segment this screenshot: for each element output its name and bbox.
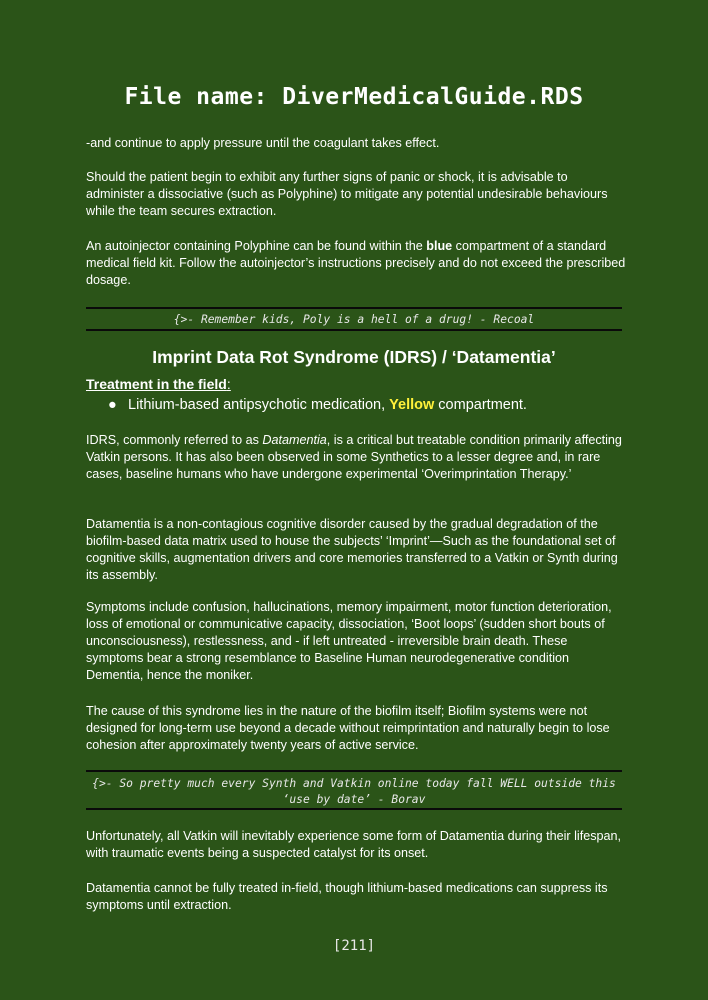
closing-paragraph-2: Datamentia cannot be fully treated in-field, though lithium-based medications can suppress its symptoms until extraction. <box>86 881 608 912</box>
yellow-compartment-label: Yellow <box>389 397 435 413</box>
idrs-paragraph-3: Symptoms include confusion, hallucinations, memory impairment, motor function deterioration, loss of emotional or communicative capacity, dissociation, ‘Boot loops’ (sudden short bouts of unconsciousness), restlessness, and - if left untreated - irreversible brain death. These symptoms bear a strong resemblance to Baseline Human neurodegenerative condition Dementia, hence the moniker. <box>86 600 612 682</box>
quote-recoal: {>- Remember kids, Poly is a hell of a drug! - Recoal <box>86 307 622 331</box>
treatment-bullet <box>108 397 527 413</box>
closing-paragraph-1: Unfortunately, all Vatkin will inevitably experience some form of Datamentia during their lifespan, with traumatic events being a suspected catalyst for its onset. <box>86 829 622 860</box>
intro-paragraph-3-start: An autoinjector containing Polyphine can be found within the <box>86 239 427 253</box>
idrs-p1-end: , is a critical but treatable condition primarily affecting Vatkin persons. It has also been observed in some Synthetics to a lesser degree and, in rare cases, baseline humans who have undergone experimental ‘Overimprintation Therapy.’ <box>86 433 622 481</box>
treatment-colon: : <box>226 376 231 392</box>
bullet-text-end: compartment. <box>434 397 527 413</box>
blue-compartment-label: blue <box>426 239 453 253</box>
intro-paragraph-3 <box>86 238 626 289</box>
idrs-paragraph-4: The cause of this syndrome lies in the nature of the biofilm itself; Biofilm systems were not designed for long-term use beyond a decade without reimprintation and naturally begin to lose cohesion after approximately twenty years of active service. <box>86 704 610 752</box>
bullet-dot-icon: ● <box>108 397 117 413</box>
file-title: File name: DiverMedicalGuide.RDS <box>124 84 584 110</box>
intro-paragraph-1: -and continue to apply pressure until the coagulant takes effect. <box>86 136 440 150</box>
intro-paragraph-3-end: compartment of a standard medical field kit. Follow the autoinjector’s instructions precisely and do not exceed the prescribed dosage. <box>86 239 626 287</box>
idrs-p1-start: IDRS, commonly referred to as <box>86 433 263 447</box>
section-heading: Imprint Data Rot Syndrome (IDRS) / ‘Datamentia’ <box>152 347 556 367</box>
treatment-label: Treatment in the field <box>86 376 227 392</box>
idrs-paragraph-2: Datamentia is a non-contagious cognitive disorder caused by the gradual degradation of the biofilm-based data matrix used to house the subjects’ ‘Imprint’—Such as the foundational set of cognitive skills, augmentation drivers and core memories transferred to a Vatkin or Synth during its assembly. <box>86 517 618 582</box>
treatment-subheading <box>86 376 231 392</box>
intro-paragraph-2: Should the patient begin to exhibit any further signs of panic or shock, it is advisable to administer a dissociative (such as Polyphine) to mitigate any potential undesirable behaviours while the team secures extraction. <box>86 170 608 218</box>
idrs-paragraph-1 <box>86 432 626 483</box>
page-number: [211] <box>332 938 376 954</box>
datamentia-term: Datamentia <box>262 433 327 447</box>
quote-borav: {>- So pretty much every Synth and Vatkin online today fall WELL outside this ‘use by date’ - Borav <box>86 770 622 810</box>
bullet-text-start: Lithium-based antipsychotic medication, <box>128 397 390 413</box>
